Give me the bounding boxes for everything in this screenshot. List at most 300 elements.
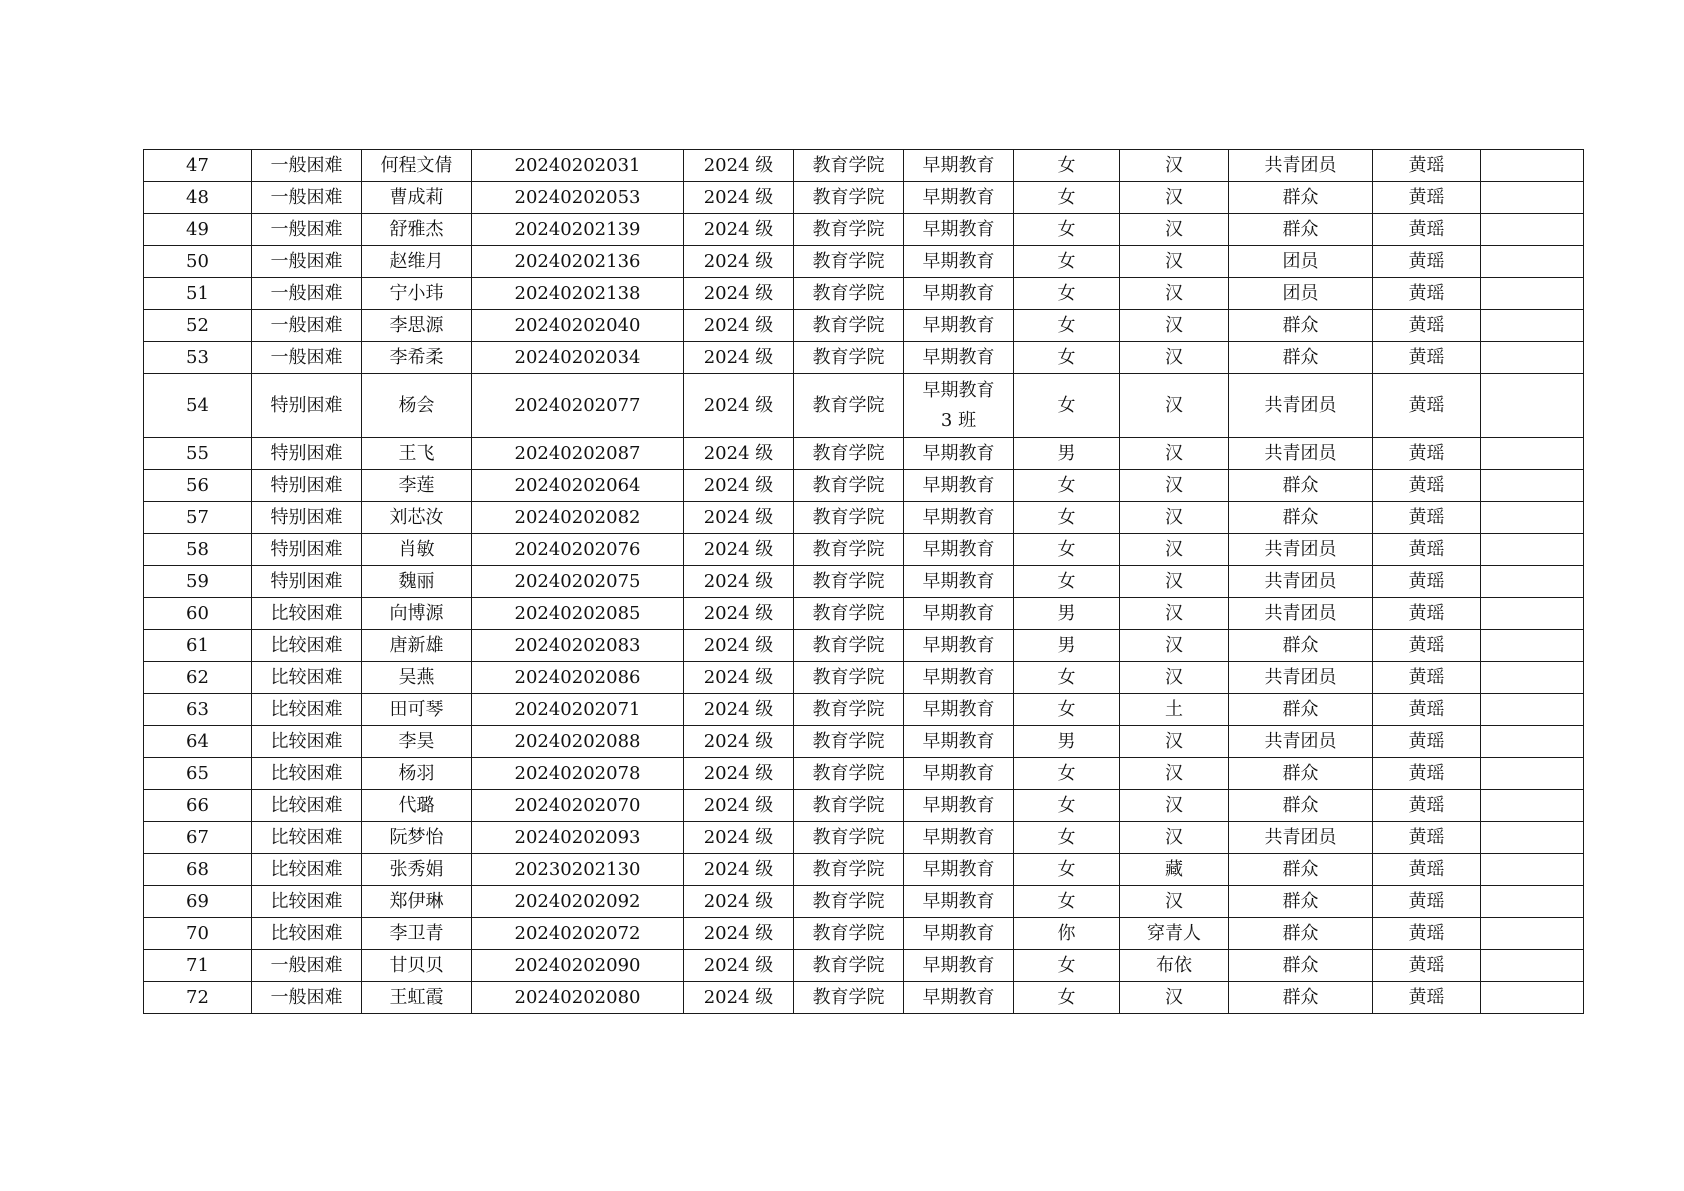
student-name-cell: 舒雅杰 <box>362 214 472 246</box>
row-number-cell: 54 <box>144 374 252 438</box>
student-id-cell: 20240202090 <box>472 950 684 982</box>
counselor-cell: 黄瑶 <box>1373 278 1481 310</box>
table-row <box>144 598 1584 630</box>
counselor-cell: 黄瑶 <box>1373 438 1481 470</box>
grade-cell: 2024 级 <box>684 918 794 950</box>
student-name-cell: 李希柔 <box>362 342 472 374</box>
table-row <box>144 502 1584 534</box>
student-name-cell: 甘贝贝 <box>362 950 472 982</box>
grade-cell: 2024 级 <box>684 438 794 470</box>
remark-cell <box>1481 758 1584 790</box>
remark-cell <box>1481 182 1584 214</box>
political-status-cell: 共青团员 <box>1229 150 1373 182</box>
difficulty-level-cell: 特别困难 <box>252 534 362 566</box>
political-status-cell: 共青团员 <box>1229 726 1373 758</box>
row-number-cell: 71 <box>144 950 252 982</box>
political-status-cell: 共青团员 <box>1229 566 1373 598</box>
college-cell: 教育学院 <box>794 214 904 246</box>
remark-cell <box>1481 214 1584 246</box>
remark-cell <box>1481 534 1584 566</box>
gender-cell: 男 <box>1014 726 1120 758</box>
row-number-cell: 47 <box>144 150 252 182</box>
college-cell: 教育学院 <box>794 758 904 790</box>
major-cell: 早期教育 <box>904 182 1014 214</box>
political-status-cell: 群众 <box>1229 950 1373 982</box>
difficulty-level-cell: 一般困难 <box>252 246 362 278</box>
table-row <box>144 310 1584 342</box>
remark-cell <box>1481 374 1584 438</box>
remark-cell <box>1481 662 1584 694</box>
student-id-cell: 20240202086 <box>472 662 684 694</box>
political-status-cell: 群众 <box>1229 982 1373 1014</box>
gender-cell: 女 <box>1014 758 1120 790</box>
ethnicity-cell: 汉 <box>1120 822 1229 854</box>
student-name-cell: 张秀娟 <box>362 854 472 886</box>
college-cell: 教育学院 <box>794 662 904 694</box>
student-id-cell: 20240202031 <box>472 150 684 182</box>
major-cell: 早期教育 <box>904 630 1014 662</box>
remark-cell <box>1481 598 1584 630</box>
college-cell: 教育学院 <box>794 886 904 918</box>
remark-cell <box>1481 790 1584 822</box>
counselor-cell: 黄瑶 <box>1373 790 1481 822</box>
student-aid-table <box>143 149 1584 1014</box>
table-row <box>144 438 1584 470</box>
college-cell: 教育学院 <box>794 694 904 726</box>
ethnicity-cell: 汉 <box>1120 662 1229 694</box>
table-row <box>144 470 1584 502</box>
gender-cell: 女 <box>1014 662 1120 694</box>
remark-cell <box>1481 886 1584 918</box>
difficulty-level-cell: 一般困难 <box>252 150 362 182</box>
student-name-cell: 王飞 <box>362 438 472 470</box>
major-cell: 早期教育 <box>904 502 1014 534</box>
gender-cell: 女 <box>1014 694 1120 726</box>
student-id-cell: 20240202076 <box>472 534 684 566</box>
grade-cell: 2024 级 <box>684 886 794 918</box>
student-id-cell: 20240202070 <box>472 790 684 822</box>
difficulty-level-cell: 一般困难 <box>252 214 362 246</box>
counselor-cell: 黄瑶 <box>1373 182 1481 214</box>
remark-cell <box>1481 150 1584 182</box>
difficulty-level-cell: 一般困难 <box>252 982 362 1014</box>
difficulty-level-cell: 一般困难 <box>252 182 362 214</box>
table-row <box>144 726 1584 758</box>
student-id-cell: 20240202053 <box>472 182 684 214</box>
grade-cell: 2024 级 <box>684 566 794 598</box>
ethnicity-cell: 汉 <box>1120 278 1229 310</box>
student-name-cell: 杨羽 <box>362 758 472 790</box>
remark-cell <box>1481 982 1584 1014</box>
difficulty-level-cell: 比较困难 <box>252 822 362 854</box>
college-cell: 教育学院 <box>794 470 904 502</box>
difficulty-level-cell: 比较困难 <box>252 790 362 822</box>
gender-cell: 女 <box>1014 886 1120 918</box>
political-status-cell: 群众 <box>1229 886 1373 918</box>
difficulty-level-cell: 比较困难 <box>252 918 362 950</box>
remark-cell <box>1481 950 1584 982</box>
table-row <box>144 758 1584 790</box>
student-name-cell: 李卫青 <box>362 918 472 950</box>
counselor-cell: 黄瑶 <box>1373 534 1481 566</box>
gender-cell: 女 <box>1014 246 1120 278</box>
college-cell: 教育学院 <box>794 246 904 278</box>
political-status-cell: 共青团员 <box>1229 598 1373 630</box>
row-number-cell: 61 <box>144 630 252 662</box>
college-cell: 教育学院 <box>794 438 904 470</box>
ethnicity-cell: 汉 <box>1120 790 1229 822</box>
row-number-cell: 70 <box>144 918 252 950</box>
student-id-cell: 20240202064 <box>472 470 684 502</box>
row-number-cell: 55 <box>144 438 252 470</box>
ethnicity-cell: 汉 <box>1120 726 1229 758</box>
counselor-cell: 黄瑶 <box>1373 918 1481 950</box>
gender-cell: 女 <box>1014 822 1120 854</box>
college-cell: 教育学院 <box>794 598 904 630</box>
political-status-cell: 群众 <box>1229 918 1373 950</box>
counselor-cell: 黄瑶 <box>1373 822 1481 854</box>
gender-cell: 女 <box>1014 534 1120 566</box>
college-cell: 教育学院 <box>794 150 904 182</box>
grade-cell: 2024 级 <box>684 726 794 758</box>
table-row <box>144 374 1584 438</box>
major-cell: 早期教育 <box>904 918 1014 950</box>
difficulty-level-cell: 一般困难 <box>252 310 362 342</box>
student-id-cell: 20240202092 <box>472 886 684 918</box>
student-name-cell: 曹成莉 <box>362 182 472 214</box>
counselor-cell: 黄瑶 <box>1373 374 1481 438</box>
political-status-cell: 群众 <box>1229 790 1373 822</box>
table-row <box>144 246 1584 278</box>
remark-cell <box>1481 246 1584 278</box>
grade-cell: 2024 级 <box>684 150 794 182</box>
counselor-cell: 黄瑶 <box>1373 758 1481 790</box>
gender-cell: 女 <box>1014 278 1120 310</box>
difficulty-level-cell: 比较困难 <box>252 694 362 726</box>
grade-cell: 2024 级 <box>684 950 794 982</box>
student-name-cell: 魏丽 <box>362 566 472 598</box>
major-cell: 早期教育 <box>904 278 1014 310</box>
gender-cell: 女 <box>1014 566 1120 598</box>
row-number-cell: 68 <box>144 854 252 886</box>
ethnicity-cell: 汉 <box>1120 886 1229 918</box>
gender-cell: 女 <box>1014 950 1120 982</box>
student-id-cell: 20240202082 <box>472 502 684 534</box>
remark-cell <box>1481 854 1584 886</box>
row-number-cell: 50 <box>144 246 252 278</box>
row-number-cell: 52 <box>144 310 252 342</box>
major-cell: 早期教育 <box>904 950 1014 982</box>
ethnicity-cell: 汉 <box>1120 438 1229 470</box>
grade-cell: 2024 级 <box>684 662 794 694</box>
counselor-cell: 黄瑶 <box>1373 470 1481 502</box>
student-name-cell: 李思源 <box>362 310 472 342</box>
grade-cell: 2024 级 <box>684 790 794 822</box>
college-cell: 教育学院 <box>794 918 904 950</box>
remark-cell <box>1481 566 1584 598</box>
major-cell: 早期教育 <box>904 598 1014 630</box>
major-cell: 早期教育 <box>904 886 1014 918</box>
difficulty-level-cell: 一般困难 <box>252 950 362 982</box>
student-id-cell: 20240202087 <box>472 438 684 470</box>
political-status-cell: 群众 <box>1229 694 1373 726</box>
major-cell: 早期教育 <box>904 662 1014 694</box>
table-row <box>144 982 1584 1014</box>
political-status-cell: 群众 <box>1229 758 1373 790</box>
counselor-cell: 黄瑶 <box>1373 566 1481 598</box>
counselor-cell: 黄瑶 <box>1373 950 1481 982</box>
major-cell: 早期教育 <box>904 822 1014 854</box>
table-row <box>144 182 1584 214</box>
student-id-cell: 20230202130 <box>472 854 684 886</box>
student-name-cell: 吴燕 <box>362 662 472 694</box>
college-cell: 教育学院 <box>794 278 904 310</box>
difficulty-level-cell: 特别困难 <box>252 502 362 534</box>
row-number-cell: 72 <box>144 982 252 1014</box>
student-id-cell: 20240202075 <box>472 566 684 598</box>
grade-cell: 2024 级 <box>684 822 794 854</box>
gender-cell: 女 <box>1014 470 1120 502</box>
political-status-cell: 共青团员 <box>1229 534 1373 566</box>
major-cell: 早期教育 <box>904 758 1014 790</box>
difficulty-level-cell: 特别困难 <box>252 470 362 502</box>
political-status-cell: 共青团员 <box>1229 662 1373 694</box>
ethnicity-cell: 汉 <box>1120 310 1229 342</box>
student-id-cell: 20240202072 <box>472 918 684 950</box>
counselor-cell: 黄瑶 <box>1373 502 1481 534</box>
counselor-cell: 黄瑶 <box>1373 854 1481 886</box>
political-status-cell: 群众 <box>1229 342 1373 374</box>
gender-cell: 男 <box>1014 438 1120 470</box>
major-cell: 早期教育 <box>904 982 1014 1014</box>
student-id-cell: 20240202083 <box>472 630 684 662</box>
table-row <box>144 214 1584 246</box>
grade-cell: 2024 级 <box>684 246 794 278</box>
college-cell: 教育学院 <box>794 950 904 982</box>
difficulty-level-cell: 比较困难 <box>252 854 362 886</box>
counselor-cell: 黄瑶 <box>1373 694 1481 726</box>
difficulty-level-cell: 特别困难 <box>252 374 362 438</box>
ethnicity-cell: 汉 <box>1120 982 1229 1014</box>
counselor-cell: 黄瑶 <box>1373 886 1481 918</box>
student-id-cell: 20240202040 <box>472 310 684 342</box>
difficulty-level-cell: 一般困难 <box>252 342 362 374</box>
counselor-cell: 黄瑶 <box>1373 214 1481 246</box>
counselor-cell: 黄瑶 <box>1373 342 1481 374</box>
table-row <box>144 278 1584 310</box>
college-cell: 教育学院 <box>794 790 904 822</box>
gender-cell: 女 <box>1014 182 1120 214</box>
gender-cell: 女 <box>1014 790 1120 822</box>
table-row <box>144 342 1584 374</box>
difficulty-level-cell: 比较困难 <box>252 726 362 758</box>
remark-cell <box>1481 278 1584 310</box>
college-cell: 教育学院 <box>794 630 904 662</box>
remark-cell <box>1481 918 1584 950</box>
ethnicity-cell: 汉 <box>1120 598 1229 630</box>
counselor-cell: 黄瑶 <box>1373 662 1481 694</box>
table-row <box>144 790 1584 822</box>
student-id-cell: 20240202071 <box>472 694 684 726</box>
college-cell: 教育学院 <box>794 566 904 598</box>
student-name-cell: 肖敏 <box>362 534 472 566</box>
grade-cell: 2024 级 <box>684 854 794 886</box>
political-status-cell: 群众 <box>1229 310 1373 342</box>
major-cell: 早期教育 <box>904 246 1014 278</box>
row-number-cell: 49 <box>144 214 252 246</box>
counselor-cell: 黄瑶 <box>1373 246 1481 278</box>
major-cell: 早期教育 <box>904 150 1014 182</box>
student-id-cell: 20240202085 <box>472 598 684 630</box>
political-status-cell: 群众 <box>1229 854 1373 886</box>
student-name-cell: 何程文倩 <box>362 150 472 182</box>
college-cell: 教育学院 <box>794 342 904 374</box>
political-status-cell: 团员 <box>1229 278 1373 310</box>
grade-cell: 2024 级 <box>684 694 794 726</box>
ethnicity-cell: 藏 <box>1120 854 1229 886</box>
difficulty-level-cell: 比较困难 <box>252 886 362 918</box>
major-cell: 早期教育 <box>904 534 1014 566</box>
college-cell: 教育学院 <box>794 982 904 1014</box>
ethnicity-cell: 汉 <box>1120 502 1229 534</box>
remark-cell <box>1481 726 1584 758</box>
grade-cell: 2024 级 <box>684 310 794 342</box>
major-cell: 早期教育 <box>904 214 1014 246</box>
ethnicity-cell: 布依 <box>1120 950 1229 982</box>
counselor-cell: 黄瑶 <box>1373 630 1481 662</box>
table-row <box>144 918 1584 950</box>
grade-cell: 2024 级 <box>684 598 794 630</box>
student-name-cell: 杨会 <box>362 374 472 438</box>
row-number-cell: 63 <box>144 694 252 726</box>
gender-cell: 女 <box>1014 150 1120 182</box>
student-id-cell: 20240202077 <box>472 374 684 438</box>
remark-cell <box>1481 694 1584 726</box>
row-number-cell: 69 <box>144 886 252 918</box>
remark-cell <box>1481 438 1584 470</box>
gender-cell: 女 <box>1014 342 1120 374</box>
political-status-cell: 群众 <box>1229 470 1373 502</box>
row-number-cell: 51 <box>144 278 252 310</box>
political-status-cell: 共青团员 <box>1229 822 1373 854</box>
student-name-cell: 王虹霞 <box>362 982 472 1014</box>
student-name-cell: 阮梦怡 <box>362 822 472 854</box>
remark-cell <box>1481 822 1584 854</box>
student-id-cell: 20240202088 <box>472 726 684 758</box>
gender-cell: 男 <box>1014 630 1120 662</box>
row-number-cell: 62 <box>144 662 252 694</box>
remark-cell <box>1481 502 1584 534</box>
table-row <box>144 822 1584 854</box>
ethnicity-cell: 汉 <box>1120 246 1229 278</box>
ethnicity-cell: 汉 <box>1120 630 1229 662</box>
gender-cell: 你 <box>1014 918 1120 950</box>
difficulty-level-cell: 比较困难 <box>252 662 362 694</box>
grade-cell: 2024 级 <box>684 502 794 534</box>
gender-cell: 女 <box>1014 310 1120 342</box>
row-number-cell: 57 <box>144 502 252 534</box>
grade-cell: 2024 级 <box>684 182 794 214</box>
ethnicity-cell: 汉 <box>1120 470 1229 502</box>
college-cell: 教育学院 <box>794 854 904 886</box>
student-id-cell: 20240202078 <box>472 758 684 790</box>
gender-cell: 女 <box>1014 854 1120 886</box>
college-cell: 教育学院 <box>794 726 904 758</box>
counselor-cell: 黄瑶 <box>1373 598 1481 630</box>
remark-cell <box>1481 630 1584 662</box>
major-cell: 早期教育 <box>904 694 1014 726</box>
difficulty-level-cell: 一般困难 <box>252 278 362 310</box>
table-row <box>144 662 1584 694</box>
student-name-cell: 宁小玮 <box>362 278 472 310</box>
row-number-cell: 60 <box>144 598 252 630</box>
college-cell: 教育学院 <box>794 310 904 342</box>
college-cell: 教育学院 <box>794 822 904 854</box>
difficulty-level-cell: 比较困难 <box>252 758 362 790</box>
ethnicity-cell: 汉 <box>1120 374 1229 438</box>
political-status-cell: 群众 <box>1229 502 1373 534</box>
political-status-cell: 团员 <box>1229 246 1373 278</box>
row-number-cell: 48 <box>144 182 252 214</box>
student-id-cell: 20240202093 <box>472 822 684 854</box>
grade-cell: 2024 级 <box>684 278 794 310</box>
row-number-cell: 56 <box>144 470 252 502</box>
major-cell: 早期教育 <box>904 438 1014 470</box>
student-id-cell: 20240202080 <box>472 982 684 1014</box>
table-row <box>144 886 1584 918</box>
grade-cell: 2024 级 <box>684 758 794 790</box>
ethnicity-cell: 汉 <box>1120 534 1229 566</box>
ethnicity-cell: 汉 <box>1120 758 1229 790</box>
gender-cell: 女 <box>1014 214 1120 246</box>
ethnicity-cell: 汉 <box>1120 342 1229 374</box>
row-number-cell: 53 <box>144 342 252 374</box>
grade-cell: 2024 级 <box>684 342 794 374</box>
major-cell: 早期教育 3 班 <box>904 374 1014 438</box>
student-name-cell: 唐新雄 <box>362 630 472 662</box>
table-row <box>144 694 1584 726</box>
grade-cell: 2024 级 <box>684 214 794 246</box>
grade-cell: 2024 级 <box>684 534 794 566</box>
remark-cell <box>1481 470 1584 502</box>
counselor-cell: 黄瑶 <box>1373 982 1481 1014</box>
grade-cell: 2024 级 <box>684 630 794 662</box>
student-name-cell: 田可琴 <box>362 694 472 726</box>
political-status-cell: 共青团员 <box>1229 374 1373 438</box>
major-cell: 早期教育 <box>904 470 1014 502</box>
row-number-cell: 65 <box>144 758 252 790</box>
student-name-cell: 赵维月 <box>362 246 472 278</box>
student-name-cell: 李莲 <box>362 470 472 502</box>
major-cell: 早期教育 <box>904 566 1014 598</box>
ethnicity-cell: 汉 <box>1120 150 1229 182</box>
ethnicity-cell: 汉 <box>1120 566 1229 598</box>
table-row <box>144 566 1584 598</box>
student-id-cell: 20240202139 <box>472 214 684 246</box>
row-number-cell: 64 <box>144 726 252 758</box>
ethnicity-cell: 土 <box>1120 694 1229 726</box>
student-name-cell: 向博源 <box>362 598 472 630</box>
student-id-cell: 20240202034 <box>472 342 684 374</box>
counselor-cell: 黄瑶 <box>1373 310 1481 342</box>
table-row <box>144 950 1584 982</box>
student-id-cell: 20240202136 <box>472 246 684 278</box>
gender-cell: 女 <box>1014 502 1120 534</box>
grade-cell: 2024 级 <box>684 374 794 438</box>
remark-cell <box>1481 310 1584 342</box>
student-id-cell: 20240202138 <box>472 278 684 310</box>
difficulty-level-cell: 比较困难 <box>252 598 362 630</box>
